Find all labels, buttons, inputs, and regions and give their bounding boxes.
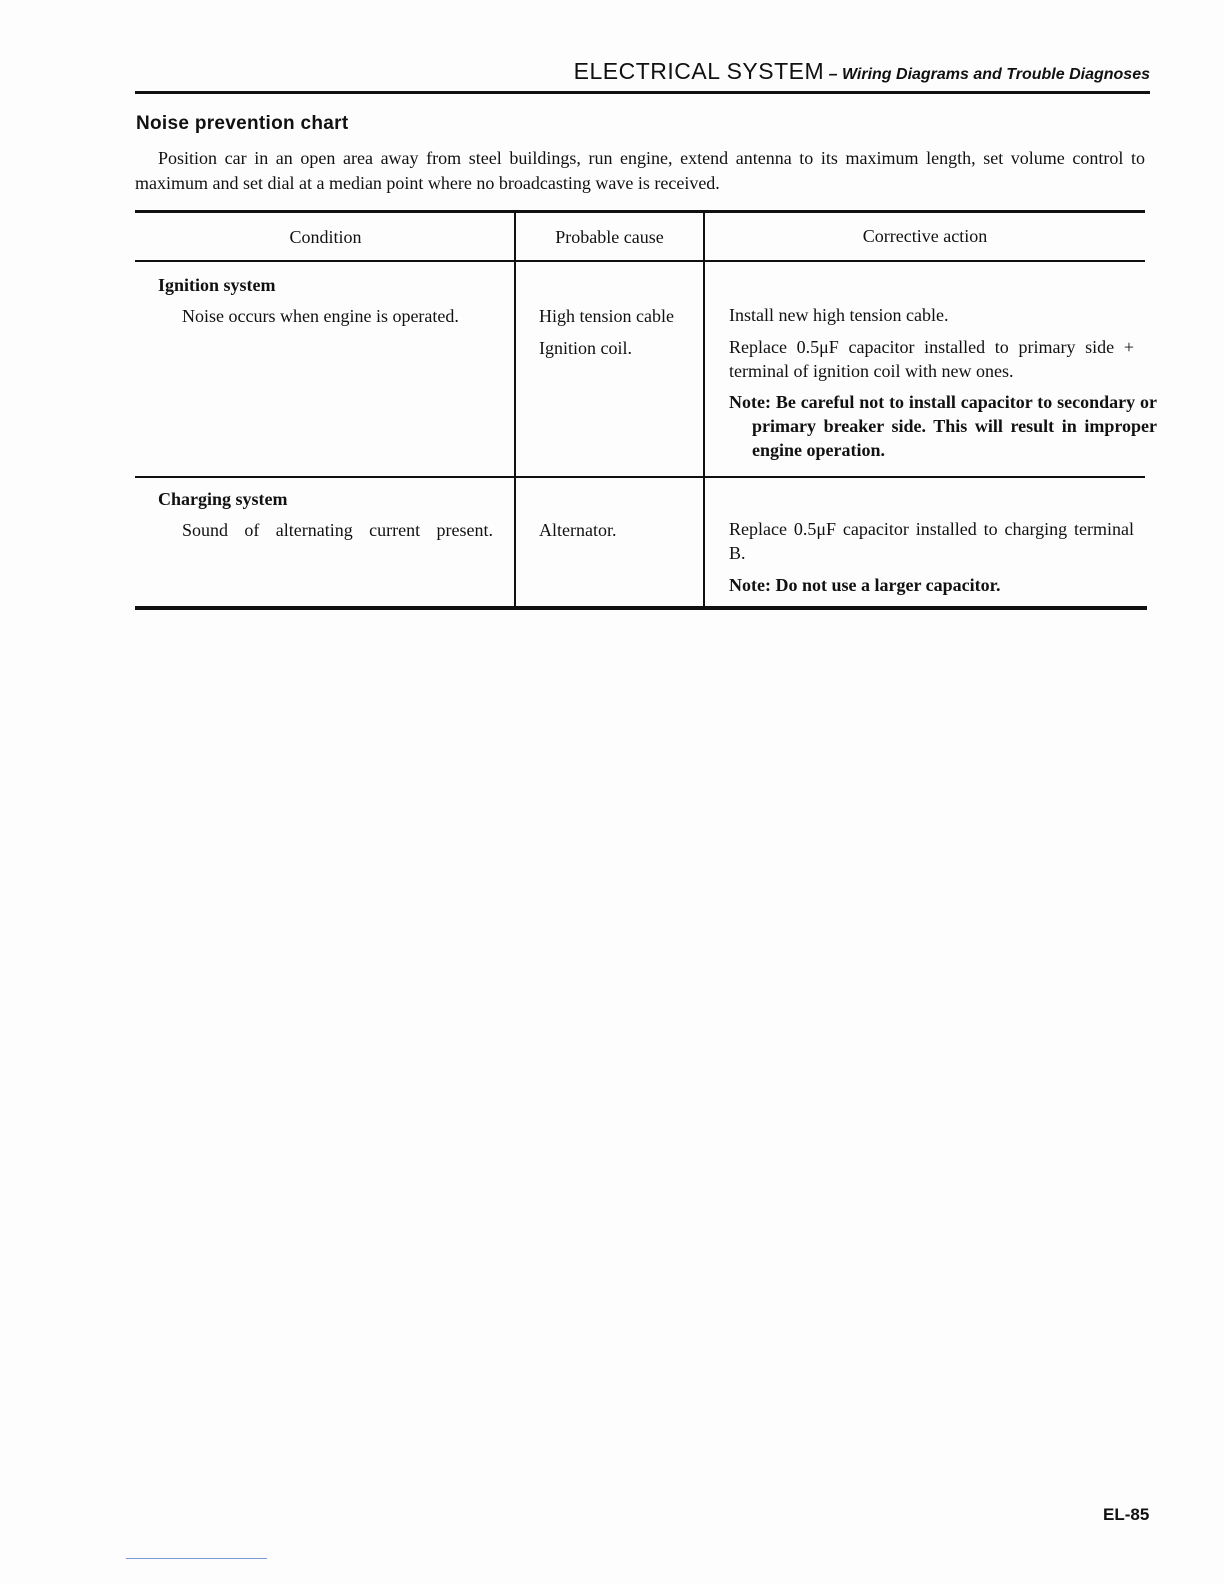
row-divider xyxy=(135,476,1145,478)
row-group-ignition: Ignition system xyxy=(158,275,276,295)
footer-line xyxy=(126,1558,267,1559)
cause-item: Alternator. xyxy=(539,520,617,540)
action-item: Replace 0.5μF capacitor installed to primary side + terminal of ignition coil with new ones. xyxy=(729,337,1134,381)
action-item: Install new high tension cable. xyxy=(729,305,949,325)
action-note: Note: Be careful not to install capacitor to secondary or primary breaker side. This will result in improper engine operation. xyxy=(729,392,1157,460)
header-rule xyxy=(135,91,1150,94)
header-corrective-action: Corrective action xyxy=(862,226,988,246)
header-title: ELECTRICAL SYSTEM xyxy=(573,58,825,84)
action-item: Replace 0.5μF capacitor installed to charging terminal B. xyxy=(729,519,1134,563)
column-divider-1 xyxy=(514,212,516,608)
action-note: Note: Do not use a larger capacitor. xyxy=(729,575,1001,595)
section-title: Noise prevention chart xyxy=(136,113,349,134)
page-header xyxy=(135,58,1150,85)
row-condition: Sound of alternating current present. xyxy=(182,520,493,540)
table-top-rule xyxy=(135,210,1145,213)
row-group-charging: Charging system xyxy=(158,489,288,509)
intro-paragraph: Position car in an open area away from steel buildings, run engine, extend antenna to its maximum length, set volume control to maximum and set dial at a median point where no broadcasting wave is received. xyxy=(135,148,1145,193)
header-subtitle: – Wiring Diagrams and Trouble Diagnoses xyxy=(828,66,1150,83)
table-bottom-rule xyxy=(135,606,1147,610)
cause-item: High tension cable xyxy=(539,306,674,326)
column-divider-2 xyxy=(703,212,705,608)
page-number: EL-85 xyxy=(1103,1505,1150,1524)
cause-item: Ignition coil. xyxy=(539,338,632,358)
row-condition: Noise occurs when engine is operated. xyxy=(182,306,459,326)
header-bottom-rule xyxy=(135,260,1145,262)
header-probable-cause: Probable cause xyxy=(555,227,664,247)
header-condition: Condition xyxy=(289,227,362,247)
